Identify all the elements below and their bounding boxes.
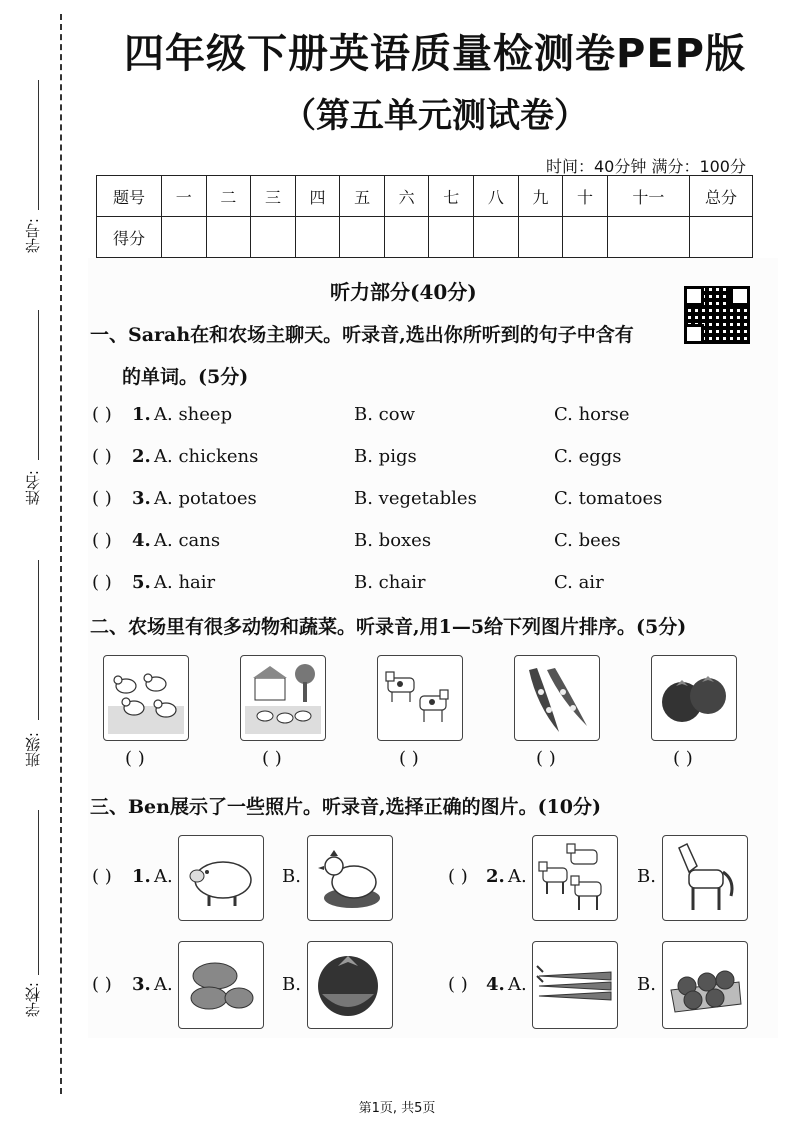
option-a-label: A. xyxy=(508,974,527,995)
farm-picture xyxy=(240,655,326,741)
score-cell: 三 xyxy=(251,176,296,217)
option-c: C. bees xyxy=(554,530,621,551)
option-b-label: B. xyxy=(282,866,301,887)
option-b: B. cow xyxy=(354,404,415,425)
score-cell: 题号 xyxy=(97,176,162,217)
option-a: A. sheep xyxy=(154,404,233,425)
score-input-cell[interactable] xyxy=(295,217,340,258)
option-a-label: A. xyxy=(508,866,527,887)
section2-title: 二、农场里有很多动物和蔬菜。听录音,用1—5给下列图片排序。(5分) xyxy=(90,616,687,638)
tomatoes-icon xyxy=(652,656,736,740)
score-cell: 十 xyxy=(563,176,608,217)
page-number: 第1页, 共5页 xyxy=(358,1101,436,1116)
farm-animals-icon xyxy=(241,656,325,740)
question-number: 4. xyxy=(132,530,151,551)
hens-picture xyxy=(103,655,189,741)
option-b-label: B. xyxy=(637,974,656,995)
potatoes-icon xyxy=(179,942,263,1028)
beans-picture xyxy=(514,655,600,741)
option-a-picture[interactable] xyxy=(178,941,264,1029)
option-b: B. pigs xyxy=(354,446,417,467)
answer-blank[interactable]: ( ) xyxy=(92,404,112,425)
cows-picture xyxy=(377,655,463,741)
score-input-cell[interactable] xyxy=(518,217,563,258)
score-input-cell[interactable] xyxy=(474,217,519,258)
goats-icon xyxy=(533,836,617,920)
score-cell: 八 xyxy=(474,176,519,217)
answer-blank[interactable]: ( ) xyxy=(92,974,112,995)
class-underline xyxy=(38,560,39,720)
score-input-cell[interactable] xyxy=(607,217,689,258)
answer-blank[interactable]: ( ) xyxy=(92,446,112,467)
ordering-blank[interactable]: ( ) xyxy=(125,748,145,769)
name-underline xyxy=(38,310,39,460)
option-a: A. hair xyxy=(154,572,216,593)
score-cell: 一 xyxy=(162,176,207,217)
answer-blank[interactable]: ( ) xyxy=(92,530,112,551)
score-cell: 六 xyxy=(384,176,429,217)
option-c: C. horse xyxy=(554,404,630,425)
student-id-label: 学号: xyxy=(24,218,42,254)
school-label: 学校: xyxy=(24,982,42,1018)
hen-icon xyxy=(308,836,392,920)
hens-icon xyxy=(104,656,188,740)
score-input-cell[interactable] xyxy=(251,217,296,258)
score-table-header-row xyxy=(97,176,753,217)
page-title: 四年级下册英语质量检测卷PEP版 xyxy=(124,31,746,77)
answer-blank[interactable]: ( ) xyxy=(92,488,112,509)
score-cell: 四 xyxy=(295,176,340,217)
option-b-picture[interactable] xyxy=(662,941,748,1029)
option-b: B. vegetables xyxy=(354,488,477,509)
carrots-icon xyxy=(533,942,617,1028)
option-a-label: A. xyxy=(154,974,173,995)
student-id-underline xyxy=(38,80,39,210)
cows-icon xyxy=(378,656,462,740)
score-table-score-row xyxy=(97,217,753,258)
option-a-picture[interactable] xyxy=(532,835,618,921)
option-b-label: B. xyxy=(282,974,301,995)
answer-blank[interactable]: ( ) xyxy=(92,572,112,593)
score-cell: 五 xyxy=(340,176,385,217)
option-b-picture[interactable] xyxy=(662,835,748,921)
option-a: A. chickens xyxy=(154,446,259,467)
question-number: 2. xyxy=(132,446,151,467)
score-input-cell[interactable] xyxy=(206,217,251,258)
time-info: 时间：40分钟 满分：100分 xyxy=(546,157,746,176)
option-c: C. tomatoes xyxy=(554,488,663,509)
score-input-cell[interactable] xyxy=(384,217,429,258)
tomatoes-picture xyxy=(651,655,737,741)
question-number: 5. xyxy=(132,572,151,593)
answer-blank[interactable]: ( ) xyxy=(448,866,468,887)
option-b-picture[interactable] xyxy=(307,835,393,921)
qr-code-icon xyxy=(684,286,750,344)
pig-icon xyxy=(179,836,263,920)
question-number: 1. xyxy=(132,866,151,887)
score-cell: 十一 xyxy=(607,176,689,217)
question-number: 1. xyxy=(132,404,151,425)
section1-title-cont: 的单词。(5分) xyxy=(122,366,249,388)
question-number: 4. xyxy=(486,974,505,995)
score-cell: 九 xyxy=(518,176,563,217)
option-b: B. chair xyxy=(354,572,426,593)
score-input-cell[interactable] xyxy=(429,217,474,258)
school-underline xyxy=(38,810,39,975)
green-beans-icon xyxy=(515,656,599,740)
page-subtitle: （第五单元测试卷） xyxy=(282,96,588,136)
listening-heading: 听力部分(40分) xyxy=(330,280,477,304)
binding-dashed-line xyxy=(60,14,62,1094)
ordering-blank[interactable]: ( ) xyxy=(673,748,693,769)
option-c: C. eggs xyxy=(554,446,622,467)
option-c: C. air xyxy=(554,572,604,593)
ordering-blank[interactable]: ( ) xyxy=(536,748,556,769)
horse-icon xyxy=(663,836,747,920)
option-b: B. boxes xyxy=(354,530,432,551)
question-number: 3. xyxy=(132,488,151,509)
score-cell: 七 xyxy=(429,176,474,217)
ordering-blank[interactable]: ( ) xyxy=(262,748,282,769)
score-row-label: 得分 xyxy=(97,217,162,258)
option-a: A. cans xyxy=(154,530,221,551)
score-input-cell[interactable] xyxy=(162,217,207,258)
option-a-picture[interactable] xyxy=(532,941,618,1029)
question-number: 3. xyxy=(132,974,151,995)
score-input-cell[interactable] xyxy=(563,217,608,258)
question-number: 2. xyxy=(486,866,505,887)
answer-blank[interactable]: ( ) xyxy=(448,974,468,995)
score-input-cell[interactable] xyxy=(690,217,753,258)
answer-blank[interactable]: ( ) xyxy=(92,866,112,887)
score-input-cell[interactable] xyxy=(340,217,385,258)
option-a: A. potatoes xyxy=(154,488,257,509)
option-b-picture[interactable] xyxy=(307,941,393,1029)
score-cell: 二 xyxy=(206,176,251,217)
option-a-label: A. xyxy=(154,866,173,887)
option-a-picture[interactable] xyxy=(178,835,264,921)
name-label: 姓名: xyxy=(24,470,42,506)
option-b-label: B. xyxy=(637,866,656,887)
section1-title: 一、Sarah在和农场主聊天。听录音,选出你所听到的句子中含有 xyxy=(90,324,634,346)
eggs-icon xyxy=(663,942,747,1028)
ordering-blank[interactable]: ( ) xyxy=(399,748,419,769)
score-cell: 总分 xyxy=(690,176,753,217)
tomato-icon xyxy=(308,942,392,1028)
score-table xyxy=(96,175,753,258)
section3-title: 三、Ben展示了一些照片。听录音,选择正确的图片。(10分) xyxy=(90,796,601,818)
class-label: 班级: xyxy=(24,732,42,768)
